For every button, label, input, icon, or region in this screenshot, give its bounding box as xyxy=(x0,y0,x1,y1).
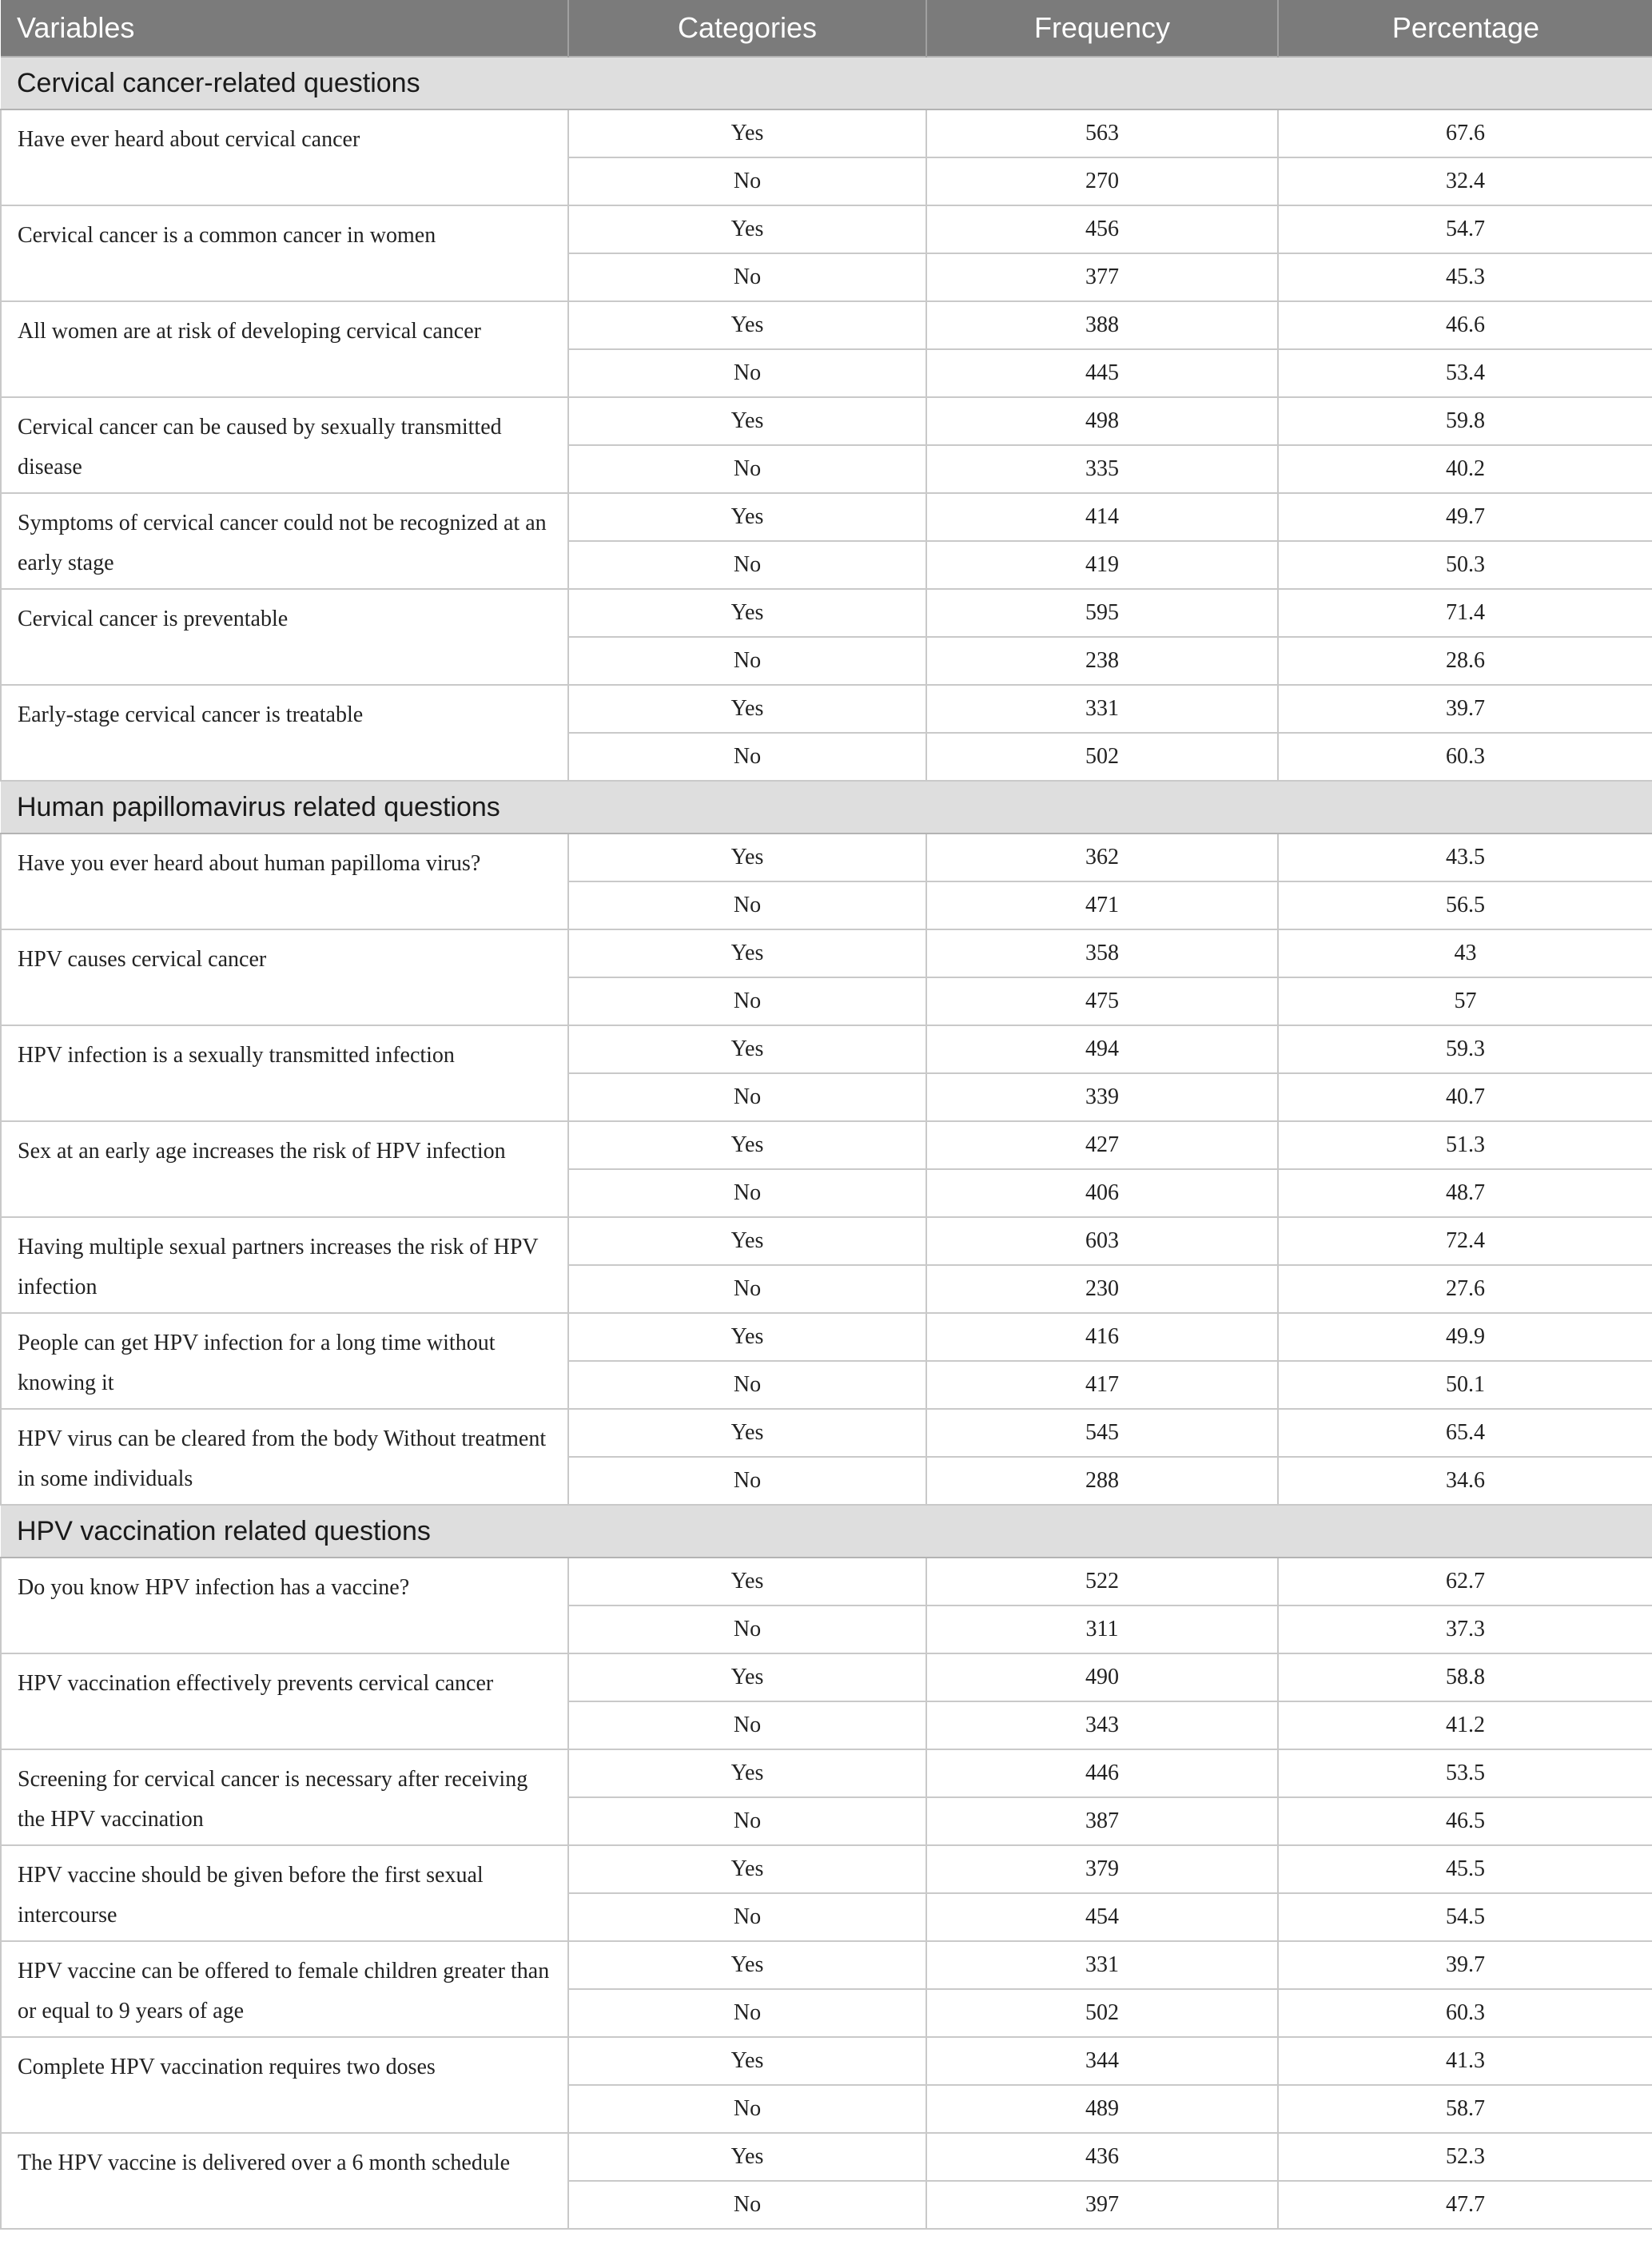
category-cell: No xyxy=(568,1893,926,1941)
percentage-cell: 56.5 xyxy=(1278,881,1652,929)
frequency-cell: 230 xyxy=(926,1265,1278,1313)
section-row xyxy=(1,1505,1652,1558)
frequency-cell: 494 xyxy=(926,1025,1278,1073)
frequency-cell: 397 xyxy=(926,2181,1278,2229)
percentage-cell: 60.3 xyxy=(1278,1989,1652,2037)
category-cell: Yes xyxy=(568,493,926,541)
percentage-cell: 28.6 xyxy=(1278,637,1652,685)
frequency-cell: 545 xyxy=(926,1409,1278,1457)
percentage-cell: 59.8 xyxy=(1278,397,1652,445)
category-cell: Yes xyxy=(568,589,926,637)
variable-cell: All women are at risk of developing cervical cancer xyxy=(1,301,568,397)
category-cell: No xyxy=(568,637,926,685)
category-cell: No xyxy=(568,1361,926,1409)
percentage-cell: 32.4 xyxy=(1278,157,1652,205)
frequency-cell: 471 xyxy=(926,881,1278,929)
table-header xyxy=(1,0,1652,57)
category-cell: Yes xyxy=(568,1217,926,1265)
frequency-cell: 270 xyxy=(926,157,1278,205)
frequency-cell: 344 xyxy=(926,2037,1278,2085)
frequency-cell: 490 xyxy=(926,1653,1278,1701)
percentage-cell: 47.7 xyxy=(1278,2181,1652,2229)
frequency-cell: 454 xyxy=(926,1893,1278,1941)
category-cell: No xyxy=(568,541,926,589)
section-row xyxy=(1,57,1652,109)
category-cell: No xyxy=(568,253,926,301)
frequency-cell: 414 xyxy=(926,493,1278,541)
variable-cell: Complete HPV vaccination requires two doses xyxy=(1,2037,568,2133)
frequency-cell: 456 xyxy=(926,205,1278,253)
table-row xyxy=(1,1025,1652,1073)
frequency-cell: 436 xyxy=(926,2133,1278,2181)
percentage-cell: 40.2 xyxy=(1278,445,1652,493)
percentage-cell: 46.5 xyxy=(1278,1797,1652,1845)
category-cell: Yes xyxy=(568,1409,926,1457)
header-percentage: Percentage xyxy=(1278,0,1652,57)
percentage-cell: 71.4 xyxy=(1278,589,1652,637)
table-row xyxy=(1,1409,1652,1457)
percentage-cell: 54.7 xyxy=(1278,205,1652,253)
table-row xyxy=(1,1653,1652,1701)
frequency-cell: 563 xyxy=(926,109,1278,157)
table-row xyxy=(1,1845,1652,1893)
percentage-cell: 40.7 xyxy=(1278,1073,1652,1121)
table-row xyxy=(1,1558,1652,1605)
frequency-cell: 388 xyxy=(926,301,1278,349)
category-cell: No xyxy=(568,1073,926,1121)
category-cell: Yes xyxy=(568,1121,926,1169)
category-cell: Yes xyxy=(568,205,926,253)
percentage-cell: 50.1 xyxy=(1278,1361,1652,1409)
percentage-cell: 39.7 xyxy=(1278,685,1652,733)
table-row xyxy=(1,109,1652,157)
variable-cell: HPV virus can be cleared from the body Without treatment in some individuals xyxy=(1,1409,568,1505)
variable-cell: HPV vaccine should be given before the first sexual intercourse xyxy=(1,1845,568,1941)
percentage-cell: 27.6 xyxy=(1278,1265,1652,1313)
percentage-cell: 50.3 xyxy=(1278,541,1652,589)
table-row xyxy=(1,1217,1652,1265)
category-cell: No xyxy=(568,2181,926,2229)
variable-cell: HPV vaccine can be offered to female children greater than or equal to 9 years of age xyxy=(1,1941,568,2037)
table-row xyxy=(1,1313,1652,1361)
frequency-cell: 288 xyxy=(926,1457,1278,1505)
percentage-cell: 34.6 xyxy=(1278,1457,1652,1505)
category-cell: Yes xyxy=(568,1313,926,1361)
table-row xyxy=(1,2133,1652,2181)
header-frequency: Frequency xyxy=(926,0,1278,57)
frequency-cell: 377 xyxy=(926,253,1278,301)
category-cell: No xyxy=(568,1797,926,1845)
percentage-cell: 43 xyxy=(1278,929,1652,977)
variable-cell: Have ever heard about cervical cancer xyxy=(1,109,568,205)
frequency-cell: 603 xyxy=(926,1217,1278,1265)
percentage-cell: 46.6 xyxy=(1278,301,1652,349)
percentage-cell: 67.6 xyxy=(1278,109,1652,157)
frequency-cell: 379 xyxy=(926,1845,1278,1893)
percentage-cell: 52.3 xyxy=(1278,2133,1652,2181)
variable-cell: Symptoms of cervical cancer could not be recognized at an early stage xyxy=(1,493,568,589)
category-cell: No xyxy=(568,1989,926,2037)
table-row xyxy=(1,301,1652,349)
percentage-cell: 53.5 xyxy=(1278,1749,1652,1797)
percentage-cell: 41.3 xyxy=(1278,2037,1652,2085)
variable-cell: HPV causes cervical cancer xyxy=(1,929,568,1025)
frequency-cell: 339 xyxy=(926,1073,1278,1121)
frequency-cell: 387 xyxy=(926,1797,1278,1845)
table-row xyxy=(1,1121,1652,1169)
percentage-cell: 39.7 xyxy=(1278,1941,1652,1989)
category-cell: Yes xyxy=(568,2037,926,2085)
category-cell: No xyxy=(568,2085,926,2133)
frequency-cell: 419 xyxy=(926,541,1278,589)
category-cell: Yes xyxy=(568,1025,926,1073)
category-cell: No xyxy=(568,1265,926,1313)
category-cell: No xyxy=(568,881,926,929)
percentage-cell: 59.3 xyxy=(1278,1025,1652,1073)
category-cell: Yes xyxy=(568,685,926,733)
frequency-cell: 406 xyxy=(926,1169,1278,1217)
category-cell: Yes xyxy=(568,397,926,445)
variable-cell: Cervical cancer is preventable xyxy=(1,589,568,685)
category-cell: No xyxy=(568,157,926,205)
category-cell: Yes xyxy=(568,834,926,881)
variable-cell: Do you know HPV infection has a vaccine? xyxy=(1,1558,568,1653)
table-row xyxy=(1,205,1652,253)
variable-cell: The HPV vaccine is delivered over a 6 month schedule xyxy=(1,2133,568,2229)
frequency-cell: 331 xyxy=(926,1941,1278,1989)
table-row xyxy=(1,1749,1652,1797)
percentage-cell: 43.5 xyxy=(1278,834,1652,881)
header-row xyxy=(1,0,1652,57)
frequency-cell: 417 xyxy=(926,1361,1278,1409)
category-cell: No xyxy=(568,445,926,493)
section-row xyxy=(1,781,1652,834)
category-cell: No xyxy=(568,1169,926,1217)
percentage-cell: 49.9 xyxy=(1278,1313,1652,1361)
table-row xyxy=(1,397,1652,445)
category-cell: Yes xyxy=(568,2133,926,2181)
percentage-cell: 41.2 xyxy=(1278,1701,1652,1749)
percentage-cell: 72.4 xyxy=(1278,1217,1652,1265)
percentage-cell: 37.3 xyxy=(1278,1605,1652,1653)
variable-cell: Having multiple sexual partners increases the risk of HPV infection xyxy=(1,1217,568,1313)
percentage-cell: 49.7 xyxy=(1278,493,1652,541)
percentage-cell: 53.4 xyxy=(1278,349,1652,397)
frequency-cell: 489 xyxy=(926,2085,1278,2133)
category-cell: No xyxy=(568,1701,926,1749)
frequency-cell: 416 xyxy=(926,1313,1278,1361)
frequency-cell: 522 xyxy=(926,1558,1278,1605)
category-cell: Yes xyxy=(568,301,926,349)
category-cell: Yes xyxy=(568,109,926,157)
section-title: HPV vaccination related questions xyxy=(1,1505,1652,1558)
percentage-cell: 57 xyxy=(1278,977,1652,1025)
category-cell: No xyxy=(568,977,926,1025)
table-row xyxy=(1,589,1652,637)
variable-cell: Sex at an early age increases the risk of HPV infection xyxy=(1,1121,568,1217)
frequency-cell: 311 xyxy=(926,1605,1278,1653)
frequency-cell: 502 xyxy=(926,1989,1278,2037)
percentage-cell: 51.3 xyxy=(1278,1121,1652,1169)
frequency-cell: 595 xyxy=(926,589,1278,637)
category-cell: Yes xyxy=(568,1749,926,1797)
frequency-cell: 343 xyxy=(926,1701,1278,1749)
category-cell: No xyxy=(568,733,926,781)
header-categories: Categories xyxy=(568,0,926,57)
table-row xyxy=(1,1941,1652,1989)
frequency-cell: 498 xyxy=(926,397,1278,445)
frequency-cell: 446 xyxy=(926,1749,1278,1797)
table-row xyxy=(1,834,1652,881)
category-cell: Yes xyxy=(568,1558,926,1605)
section-title: Cervical cancer-related questions xyxy=(1,57,1652,109)
frequency-cell: 427 xyxy=(926,1121,1278,1169)
frequency-cell: 335 xyxy=(926,445,1278,493)
frequency-cell: 445 xyxy=(926,349,1278,397)
table-row xyxy=(1,685,1652,733)
percentage-cell: 60.3 xyxy=(1278,733,1652,781)
category-cell: Yes xyxy=(568,1941,926,1989)
table-row xyxy=(1,929,1652,977)
section-title: Human papillomavirus related questions xyxy=(1,781,1652,834)
percentage-cell: 45.5 xyxy=(1278,1845,1652,1893)
category-cell: Yes xyxy=(568,1845,926,1893)
variable-cell: Early-stage cervical cancer is treatable xyxy=(1,685,568,781)
variable-cell: Screening for cervical cancer is necessary after receiving the HPV vaccination xyxy=(1,1749,568,1845)
percentage-cell: 48.7 xyxy=(1278,1169,1652,1217)
percentage-cell: 62.7 xyxy=(1278,1558,1652,1605)
frequency-cell: 362 xyxy=(926,834,1278,881)
variable-cell: HPV infection is a sexually transmitted infection xyxy=(1,1025,568,1121)
frequency-cell: 502 xyxy=(926,733,1278,781)
table-body xyxy=(1,57,1652,2229)
category-cell: No xyxy=(568,349,926,397)
percentage-cell: 58.8 xyxy=(1278,1653,1652,1701)
category-cell: No xyxy=(568,1605,926,1653)
percentage-cell: 45.3 xyxy=(1278,253,1652,301)
table-row xyxy=(1,2037,1652,2085)
variable-cell: Have you ever heard about human papilloma virus? xyxy=(1,834,568,929)
percentage-cell: 54.5 xyxy=(1278,1893,1652,1941)
frequency-cell: 238 xyxy=(926,637,1278,685)
percentage-cell: 65.4 xyxy=(1278,1409,1652,1457)
variable-cell: Cervical cancer can be caused by sexually transmitted disease xyxy=(1,397,568,493)
frequency-cell: 475 xyxy=(926,977,1278,1025)
category-cell: No xyxy=(568,1457,926,1505)
variable-cell: HPV vaccination effectively prevents cervical cancer xyxy=(1,1653,568,1749)
header-variables: Variables xyxy=(1,0,568,57)
category-cell: Yes xyxy=(568,1653,926,1701)
variable-cell: People can get HPV infection for a long time without knowing it xyxy=(1,1313,568,1409)
frequency-cell: 358 xyxy=(926,929,1278,977)
table-row xyxy=(1,493,1652,541)
variable-cell: Cervical cancer is a common cancer in women xyxy=(1,205,568,301)
category-cell: Yes xyxy=(568,929,926,977)
percentage-cell: 58.7 xyxy=(1278,2085,1652,2133)
frequency-cell: 331 xyxy=(926,685,1278,733)
